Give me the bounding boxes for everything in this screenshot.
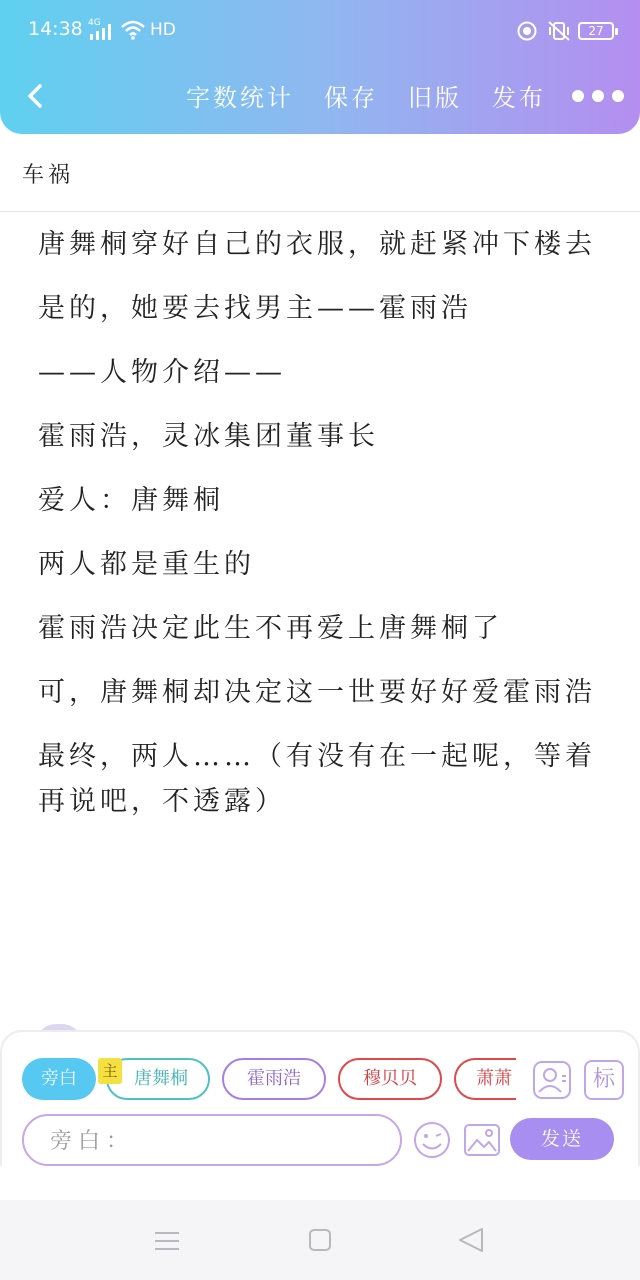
role-chip-char-4[interactable]: 萧萧 xyxy=(454,1058,516,1100)
story-paragraph: 霍雨浩，灵冰集团董事长 xyxy=(38,421,379,452)
story-paragraph: 爱人：唐舞桐 xyxy=(38,485,224,516)
back-arrow-icon[interactable] xyxy=(18,78,54,114)
status-bar xyxy=(0,0,640,62)
hd-label: HD xyxy=(150,20,176,40)
vibrate-off-icon xyxy=(546,20,572,42)
role-chip-narration[interactable]: 旁白 xyxy=(22,1058,96,1100)
story-paragraph: 唐舞桐穿好自己的衣服，就赶紧冲下楼去 xyxy=(38,229,596,260)
network-label: 4G xyxy=(88,18,101,28)
wifi-icon xyxy=(120,20,146,40)
story-paragraph: 是的，她要去找男主——霍雨浩 xyxy=(38,293,472,324)
status-time: 14:38 xyxy=(28,18,83,40)
chapter-title: 车祸 xyxy=(22,163,75,188)
home-icon[interactable] xyxy=(308,1228,332,1252)
story-content[interactable] xyxy=(38,214,608,1014)
role-chip-char-1[interactable]: 唐舞桐 xyxy=(106,1058,210,1100)
menu-icon[interactable] xyxy=(152,1230,182,1252)
role-manage-icon[interactable] xyxy=(532,1060,572,1100)
app-header xyxy=(0,0,640,134)
role-chip-char-2[interactable]: 霍雨浩 xyxy=(222,1058,326,1100)
battery-indicator: 27 xyxy=(578,22,614,40)
story-paragraph: ——人物介绍—— xyxy=(38,357,286,388)
story-paragraph: 霍雨浩决定此生不再爱上唐舞桐了 xyxy=(38,613,503,644)
message-input-box[interactable] xyxy=(22,1114,402,1166)
old-version-button[interactable]: 旧版 xyxy=(408,84,462,112)
chapter-title-row[interactable] xyxy=(0,140,640,212)
message-input[interactable] xyxy=(50,1126,380,1156)
publish-button[interactable]: 发布 xyxy=(492,84,546,112)
back-triangle-icon[interactable] xyxy=(456,1226,486,1254)
main-role-badge: 主 xyxy=(98,1058,122,1084)
tag-button[interactable]: 标 xyxy=(584,1060,624,1100)
image-icon[interactable] xyxy=(462,1120,502,1160)
system-nav-bar xyxy=(0,1200,640,1280)
story-paragraph: 可，唐舞桐却决定这一世要好好爱霍雨浩 xyxy=(38,677,596,708)
save-button[interactable]: 保存 xyxy=(324,84,378,112)
more-dots-icon[interactable] xyxy=(570,86,626,106)
story-paragraph: 两人都是重生的 xyxy=(38,549,255,580)
word-count-button[interactable]: 字数统计 xyxy=(186,84,294,112)
eye-comfort-icon xyxy=(516,20,538,42)
story-paragraph: 最终，两人……（有没有在一起呢，等着再说吧，不透露） xyxy=(38,741,596,817)
signal-icon xyxy=(88,24,114,40)
role-chip-char-3[interactable]: 穆贝贝 xyxy=(338,1058,442,1100)
send-button[interactable]: 发送 xyxy=(510,1118,614,1160)
emoji-icon[interactable] xyxy=(412,1120,452,1160)
